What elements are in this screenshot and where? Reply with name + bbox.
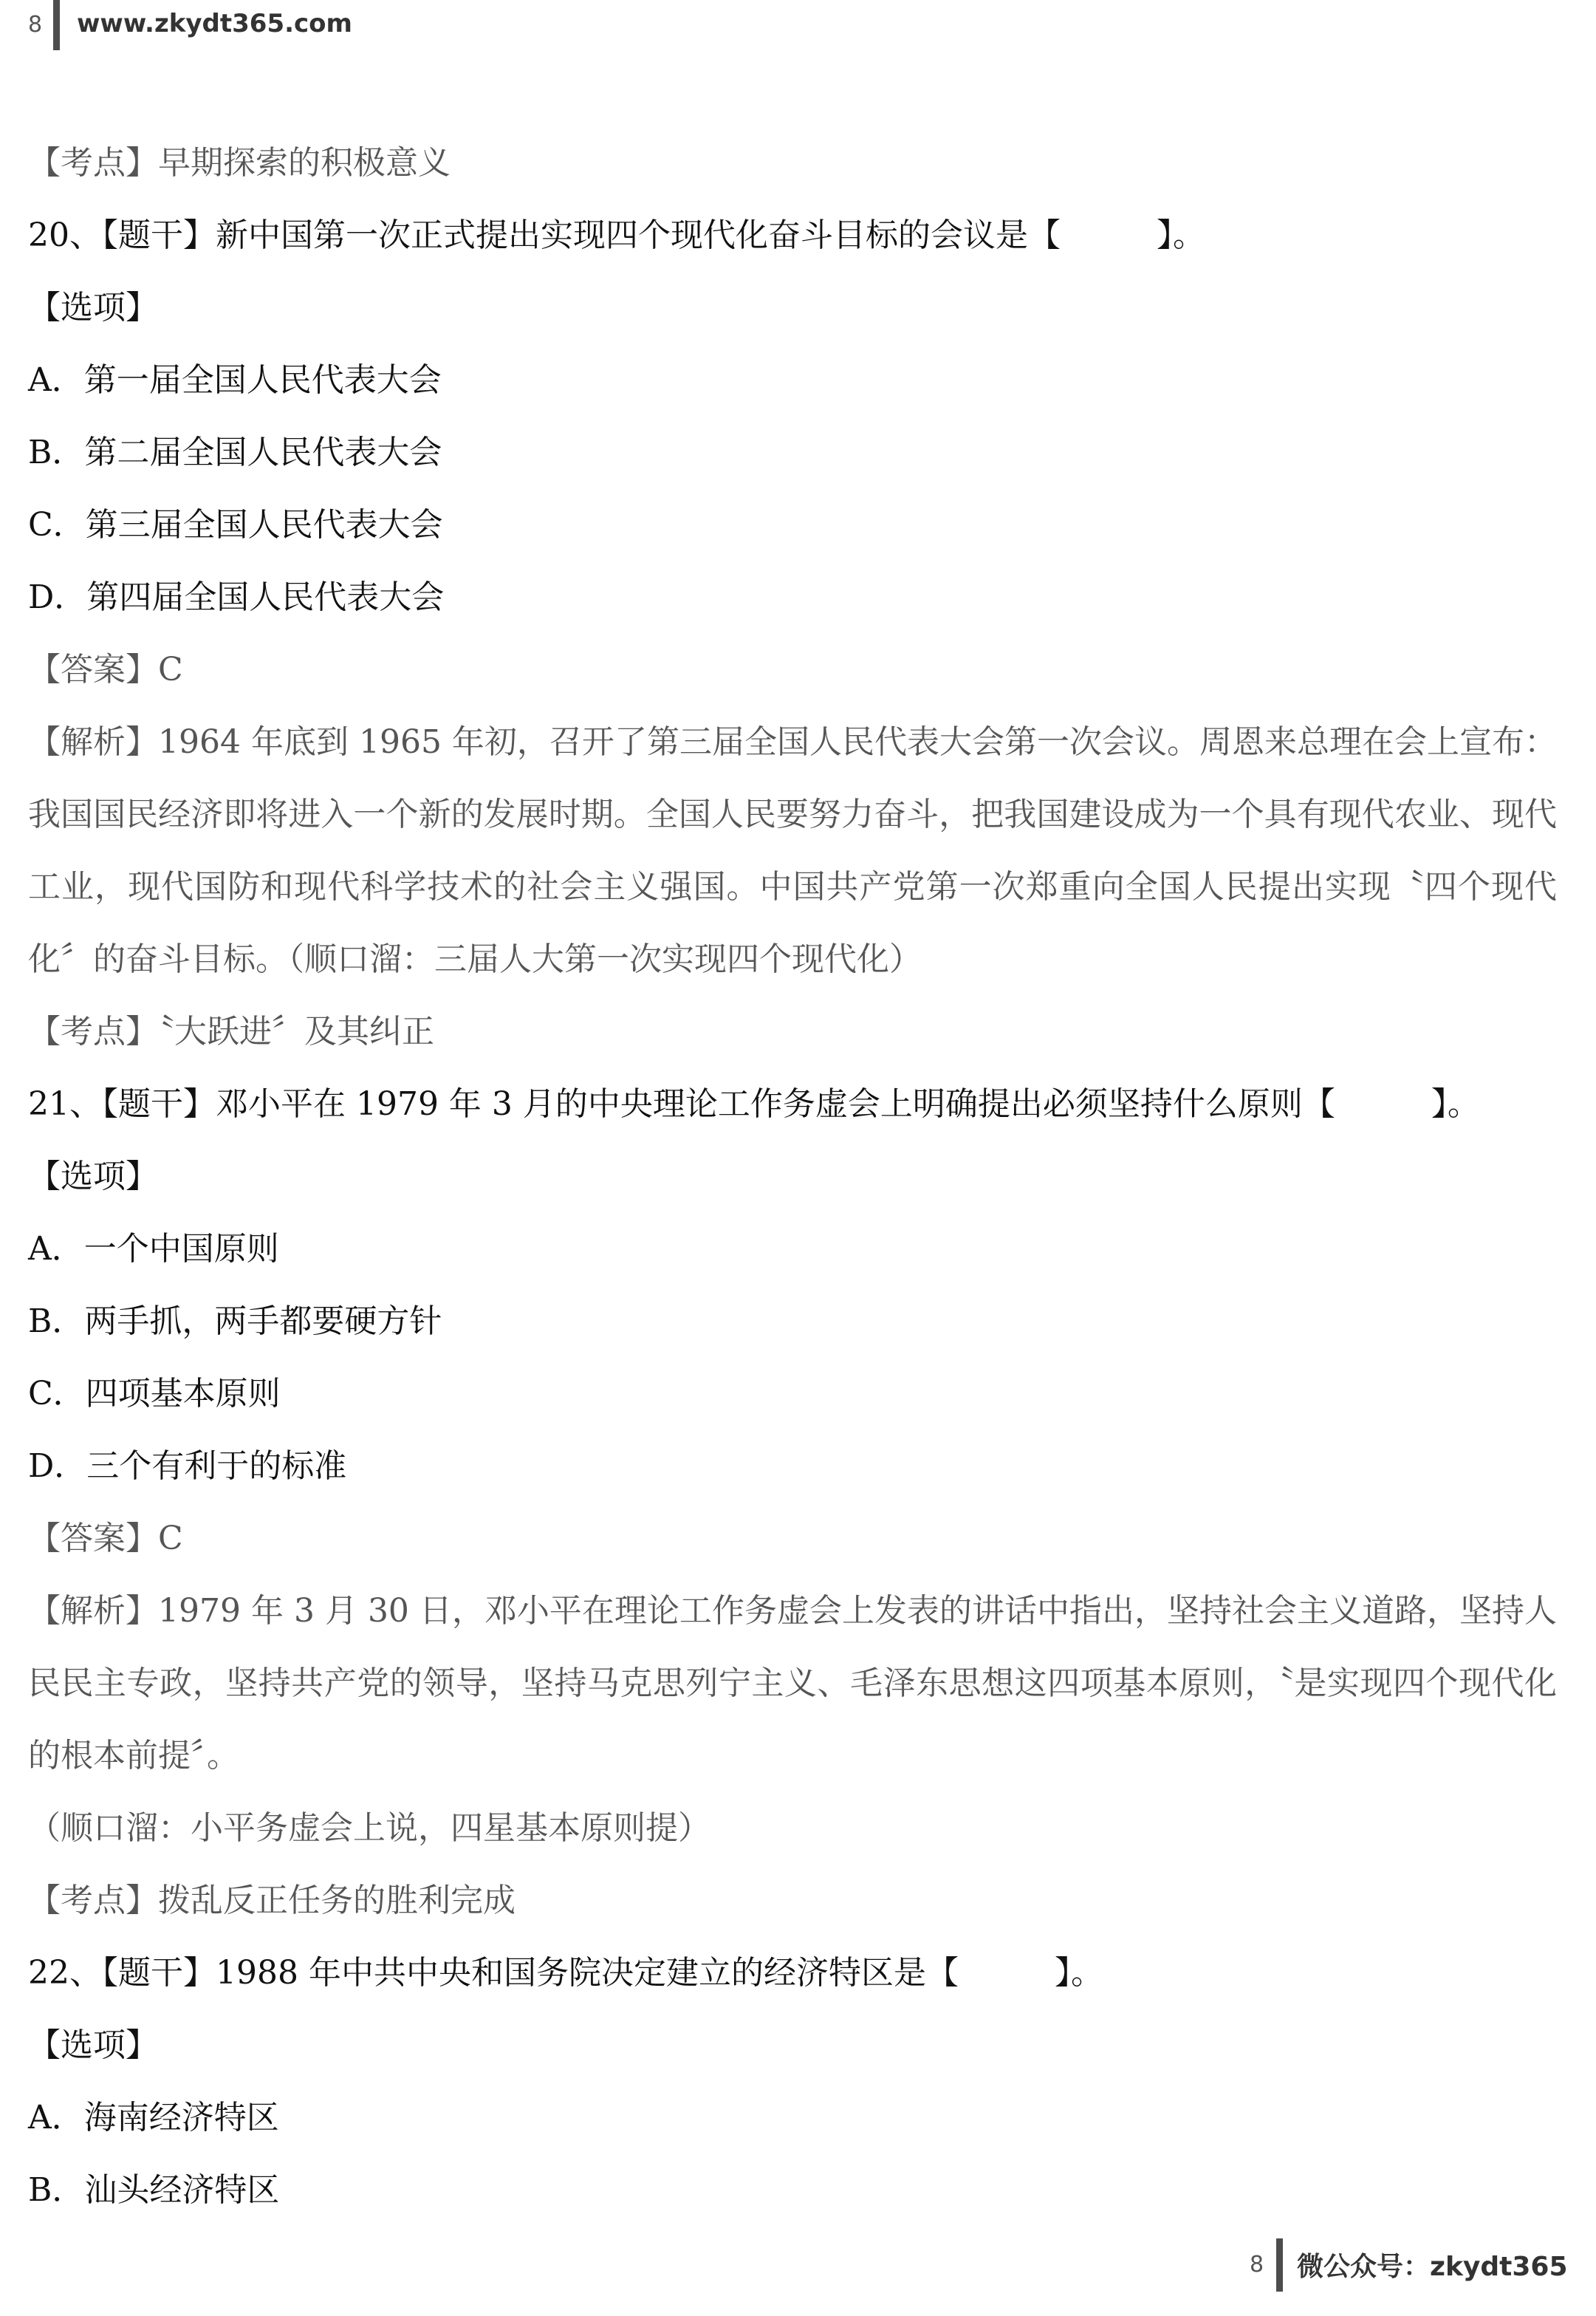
q20-keypoint: 【考点】〝大跃进〞及其纠正 bbox=[28, 1013, 434, 1051]
footer-divider-bar bbox=[1276, 2238, 1283, 2292]
q20-stem-close: 】。 bbox=[1157, 216, 1205, 254]
footer-wechat-account: 微公众号：zkydt365 bbox=[1297, 2252, 1568, 2282]
q20-options-label: 【选项】 bbox=[28, 289, 158, 327]
q21-stem bbox=[28, 1068, 1557, 1141]
q21-stem-text: 21、【题干】邓小平在 1979 年 3 月的中央理论工作务虚会上明确提出必须坚持什么原则【 bbox=[28, 1085, 1335, 1123]
q22-stem bbox=[28, 1937, 1557, 2009]
document-body bbox=[28, 127, 1557, 2227]
q20-option-c: C．第三届全国人民代表大会 bbox=[28, 506, 443, 544]
q21-keypoint: 【考点】拨乱反正任务的胜利完成 bbox=[28, 1882, 516, 1919]
page-header bbox=[0, 0, 1596, 52]
q22-options-label: 【选项】 bbox=[28, 2026, 158, 2064]
q22-stem-text: 22、【题干】1988 年中共中央和国务院决定建立的经济特区是【 bbox=[28, 1954, 959, 1992]
q20-stem-text: 20、【题干】新中国第一次正式提出实现四个现代化奋斗目标的会议是【 bbox=[28, 216, 1061, 254]
q20-option-b: B．第二届全国人民代表大会 bbox=[28, 434, 442, 471]
q21-option-c: C．四项基本原则 bbox=[28, 1375, 281, 1413]
q21-options-label: 【选项】 bbox=[28, 1158, 158, 1195]
q21-stem-close: 】。 bbox=[1431, 1085, 1480, 1123]
footer-page-number: 8 bbox=[1250, 2252, 1264, 2278]
q21-analysis: 【解析】1979 年 3 月 30 日，邓小平在理论工作务虚会上发表的讲话中指出，坚持社会主义道路，坚持人民民主专政，坚持共产党的领导，坚持马克思列宁主义、毛泽东思想这四项基本原则，〝是实现四个现代化的根本前提〞。 bbox=[28, 1592, 1557, 1774]
q20-stem bbox=[28, 199, 1557, 272]
header-site-url: www.zkydt365.com bbox=[77, 9, 352, 38]
q22-stem-close: 】。 bbox=[1054, 1954, 1103, 1992]
q20-answer: 【答案】C bbox=[28, 651, 183, 689]
header-page-number: 8 bbox=[28, 12, 43, 38]
q19-keypoint: 【考点】早期探索的积极意义 bbox=[28, 144, 451, 182]
q21-answer: 【答案】C bbox=[28, 1520, 183, 1557]
header-divider-bar bbox=[53, 0, 60, 50]
q22-option-a: A．海南经济特区 bbox=[28, 2099, 279, 2136]
q20-option-a: A．第一届全国人民代表大会 bbox=[28, 361, 442, 399]
q21-mnemonic: （顺口溜：小平务虚会上说，四星基本原则提） bbox=[28, 1809, 710, 1847]
q21-option-d: D．三个有利于的标准 bbox=[28, 1447, 347, 1485]
q22-option-b: B．汕头经济特区 bbox=[28, 2171, 280, 2209]
q21-option-a: A．一个中国原则 bbox=[28, 1230, 279, 1268]
q21-option-b: B．两手抓，两手都要硬方针 bbox=[28, 1302, 442, 1340]
q20-option-d: D．第四届全国人民代表大会 bbox=[28, 578, 445, 616]
q20-analysis: 【解析】1964 年底到 1965 年初，召开了第三届全国人民代表大会第一次会议。周恩来总理在会上宣布：我国国民经济即将进入一个新的发展时期。全国人民要努力奋斗，把我国建设成为一个具有现代农业、现代工业，现代国防和现代科学技术的社会主义强国。中国共产党第一次郑重向全国人民提出实现〝四个现代化〞的奋斗目标。（顺口溜：三届人大第一次实现四个现代化） bbox=[28, 723, 1557, 978]
